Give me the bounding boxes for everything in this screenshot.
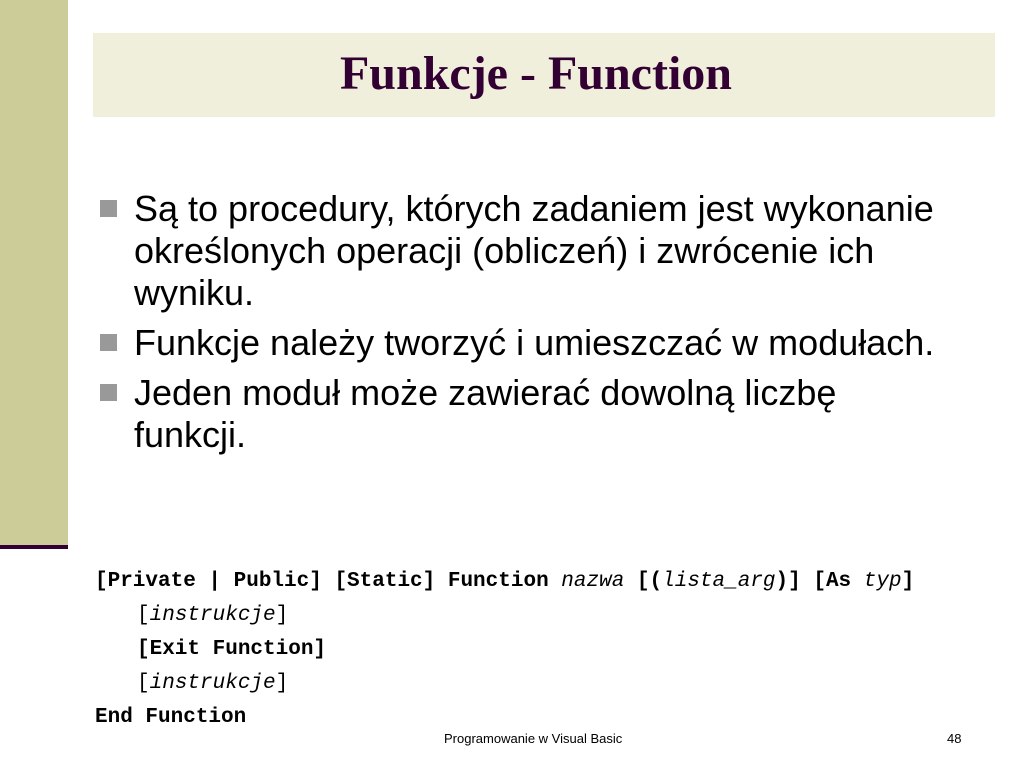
code-bracket: [ <box>137 672 150 695</box>
title-normal: Funkcje - <box>339 46 548 100</box>
bullet-square-icon <box>100 334 117 351</box>
bullet-text: Funkcje należy tworzyć i umieszczać w modułach. <box>134 322 935 363</box>
sidebar-decoration <box>0 0 68 545</box>
code-bracket-close: ] <box>901 570 915 593</box>
slide-footer <box>0 731 1024 747</box>
title-bold: Function <box>547 46 732 100</box>
code-bracket-open: [( <box>624 570 663 593</box>
syntax-code-block <box>95 565 914 735</box>
code-bracket: ] <box>275 672 289 695</box>
bullet-item <box>98 322 938 364</box>
code-line-exit: [Exit Function] <box>137 638 327 661</box>
page-number: 48 <box>947 731 962 746</box>
bullet-item <box>98 372 938 456</box>
code-line-signature <box>95 565 914 599</box>
bullet-item <box>98 188 938 314</box>
code-instructions: instrukcje <box>149 604 276 627</box>
bullet-list <box>98 188 938 464</box>
code-param-args: lista_arg <box>662 570 776 593</box>
code-param-name: nazwa <box>561 570 625 593</box>
slide-title <box>340 46 732 101</box>
code-line-end: End Function <box>95 706 247 729</box>
code-line-instructions <box>95 667 914 701</box>
code-param-type: typ <box>863 570 902 593</box>
code-bracket: [ <box>137 604 150 627</box>
bullet-text: Jeden moduł może zawierać dowolną liczbę funkcji. <box>134 372 837 455</box>
sidebar-underline <box>0 545 68 549</box>
code-line-instructions <box>95 599 914 633</box>
code-instructions: instrukcje <box>149 672 276 695</box>
bullet-square-icon <box>100 200 117 217</box>
code-bracket: ] <box>275 604 289 627</box>
code-as-keyword: )] [As <box>775 570 864 593</box>
footer-text: Programowanie w Visual Basic <box>444 731 623 746</box>
bullet-text: Są to procedury, których zadaniem jest wykonanie określonych operacji (obliczeń) i zwrócenie ich wyniku. <box>134 188 934 313</box>
title-banner <box>93 33 995 117</box>
bullet-square-icon <box>100 384 117 401</box>
code-keywords: [Private | Public] [Static] Function <box>95 570 562 593</box>
